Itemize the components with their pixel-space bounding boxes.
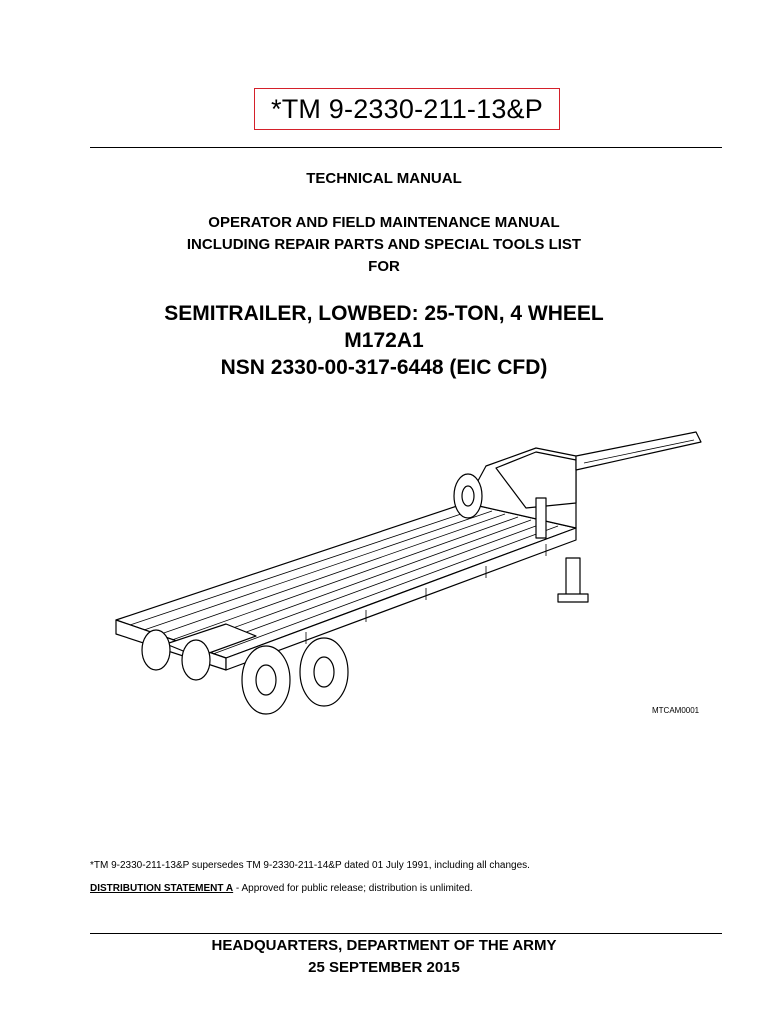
bottom-divider (90, 933, 722, 934)
manual-description (0, 212, 768, 278)
description-line: OPERATOR AND FIELD MAINTENANCE MANUAL (208, 214, 560, 231)
title-line: SEMITRAILER, LOWBED: 25-TON, 4 WHEEL (164, 302, 604, 325)
semitrailer-illustration (106, 408, 706, 728)
description-line: FOR (368, 258, 400, 275)
distribution-text: - Approved for public release; distribution is unlimited. (233, 883, 473, 894)
distribution-label: DISTRIBUTION STATEMENT A (90, 883, 234, 894)
supersedes-note: *TM 9-2330-211-13&P supersedes TM 9-2330-211-14&P dated 01 July 1991, including all changes. (90, 860, 530, 871)
top-divider (90, 147, 722, 148)
distribution-statement (90, 883, 473, 894)
publisher-block (0, 935, 768, 979)
equipment-title (0, 300, 768, 381)
title-line: NSN 2330-00-317-6448 (EIC CFD) (220, 356, 548, 379)
headquarters-line: HEADQUARTERS, DEPARTMENT OF THE ARMY (211, 937, 557, 954)
tm-number-highlight (254, 88, 560, 130)
publication-date: 25 SEPTEMBER 2015 (308, 959, 460, 976)
manual-type-heading: TECHNICAL MANUAL (306, 170, 462, 187)
tm-number: *TM 9-2330-211-13&P (271, 93, 543, 124)
description-line: INCLUDING REPAIR PARTS AND SPECIAL TOOLS LIST (186, 236, 582, 253)
figure-caption: MTCAM0001 (652, 706, 700, 715)
title-line: M172A1 (344, 329, 424, 352)
